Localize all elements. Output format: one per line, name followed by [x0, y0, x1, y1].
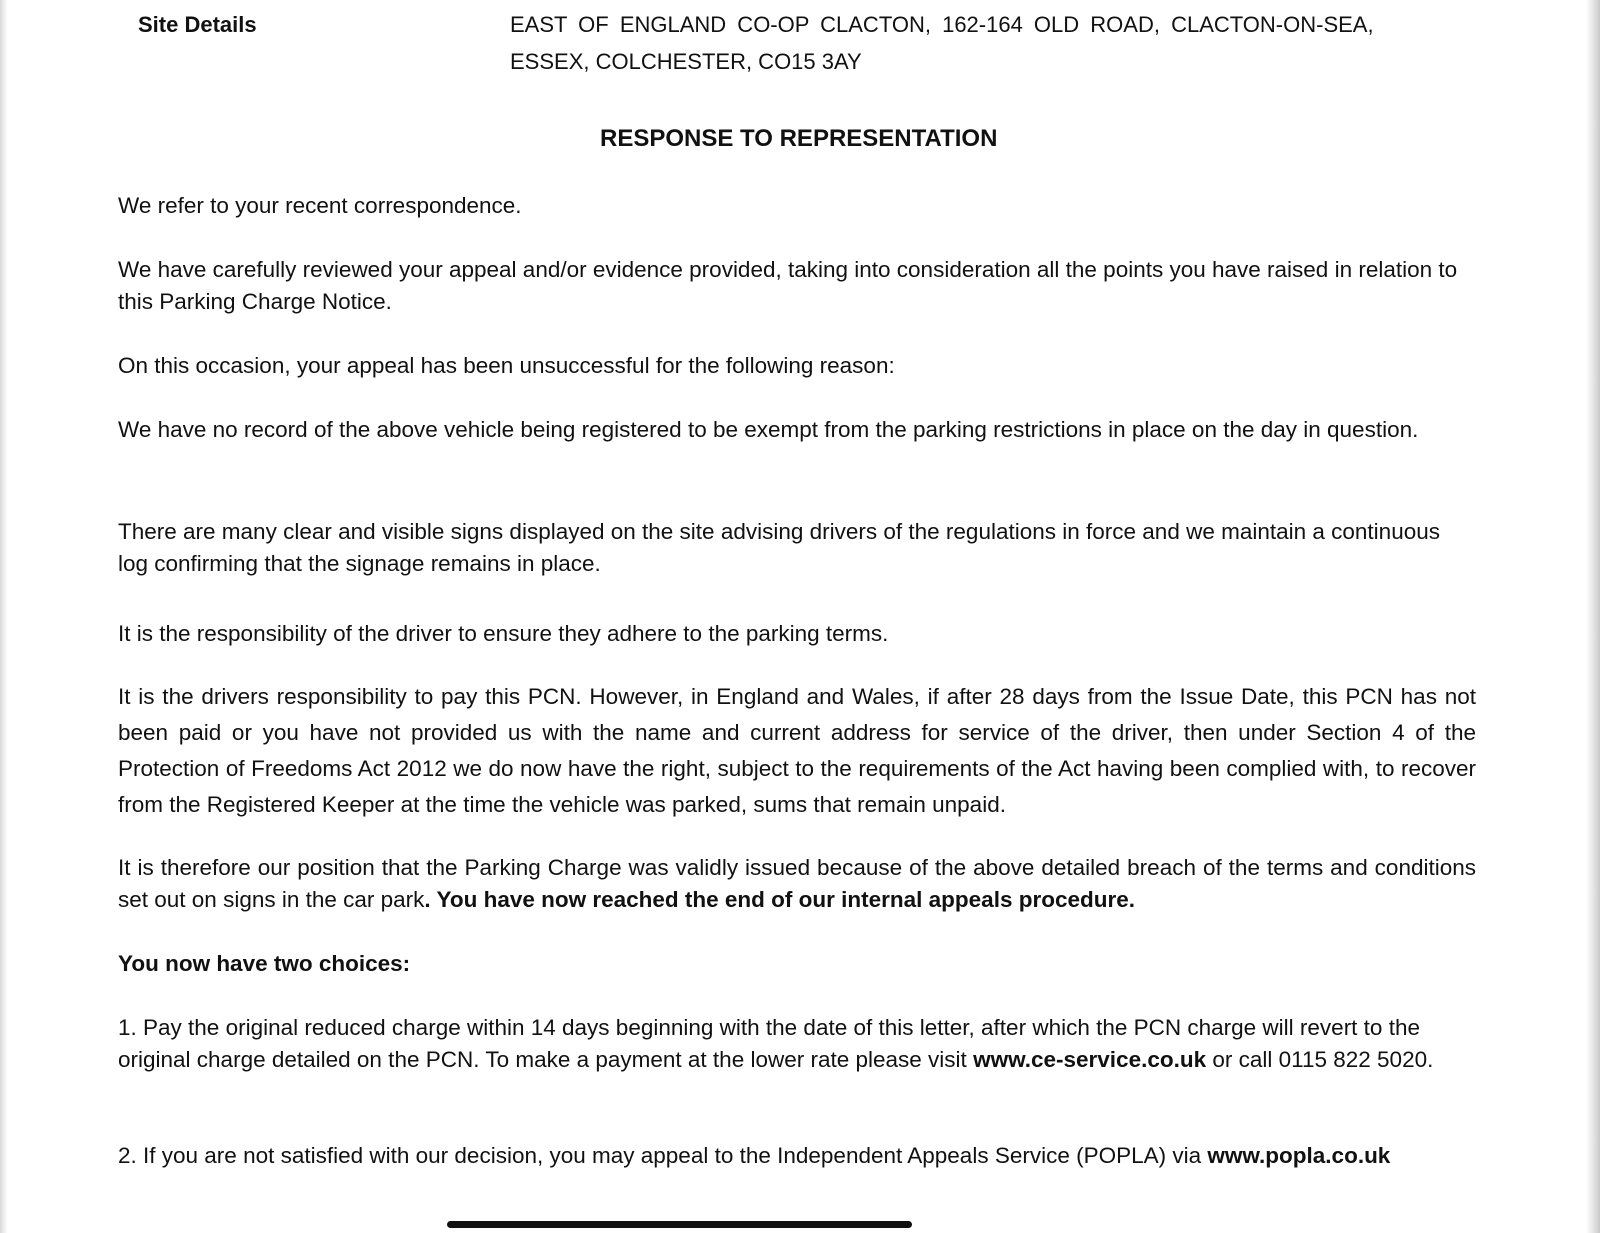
popla-link[interactable]: www.popla.co.uk	[1207, 1143, 1391, 1168]
paragraph-unsuccessful: On this occasion, your appeal has been unsuccessful for the following reason:	[118, 353, 895, 378]
paragraph-no-record: We have no record of the above vehicle being registered to be exempt from the parking restrictions in place on the day in question.	[118, 417, 1419, 442]
choice-two	[118, 1140, 1476, 1172]
site-address-line2: ESSEX, COLCHESTER, CO15 3AY	[510, 49, 862, 74]
site-details-label: Site Details	[138, 12, 257, 37]
choices-heading: You now have two choices:	[118, 951, 411, 976]
choice-one-text: 1. Pay the original reduced charge within 14 days beginning with the date of this letter, after which the PCN charge will revert to the original charge detailed on the PCN. To make a payment at the lower rate please visit	[118, 1015, 1420, 1072]
position-text: It is therefore our position that the Parking Charge was validly issued because of the above detailed breach of the terms and conditions set out on signs in the car park	[118, 855, 1476, 912]
paragraph-position	[118, 852, 1476, 916]
ce-service-link[interactable]: www.ce-service.co.uk	[973, 1047, 1207, 1072]
paragraph-freedoms-act: It is the drivers responsibility to pay this PCN. However, in England and Wales, if after 28 days from the Issue Date, this PCN has not been paid or you have not provided us with the name and current address for service of the driver, then under Section 4 of the Protection of Freedoms Act 2012 we do now have the right, subject to the requirements of the Act having been complied with, to recover from the Registered Keeper at the time the vehicle was parked, sums that remain unpaid.	[118, 684, 1476, 817]
paragraph-signs: There are many clear and visible signs displayed on the site advising drivers of the regulations in force and we maintain a continuous log confirming that the signage remains in place.	[118, 519, 1440, 576]
letter-heading: RESPONSE TO REPRESENTATION	[600, 125, 998, 152]
paragraph-reviewed: We have carefully reviewed your appeal and/or evidence provided, taking into consideration all the points you have raised in relation to this Parking Charge Notice.	[118, 257, 1458, 314]
home-indicator-bar[interactable]	[447, 1221, 912, 1228]
site-address-line1: EAST OF ENGLAND CO-OP CLACTON, 162-164 OLD ROAD, CLACTON-ON-SEA,	[510, 12, 1374, 37]
paragraph-responsibility: It is the responsibility of the driver to ensure they adhere to the parking terms.	[118, 621, 889, 646]
choice-two-text: 2. If you are not satisfied with our decision, you may appeal to the Independent Appeals Service (POPLA) via	[118, 1143, 1208, 1168]
choice-one-phone: or call 0115 822 5020.	[1206, 1047, 1434, 1072]
choice-one	[118, 1012, 1476, 1076]
paragraph-refer: We refer to your recent correspondence.	[118, 193, 522, 218]
end-of-appeals-text: . You have now reached the end of our internal appeals procedure.	[424, 887, 1135, 912]
